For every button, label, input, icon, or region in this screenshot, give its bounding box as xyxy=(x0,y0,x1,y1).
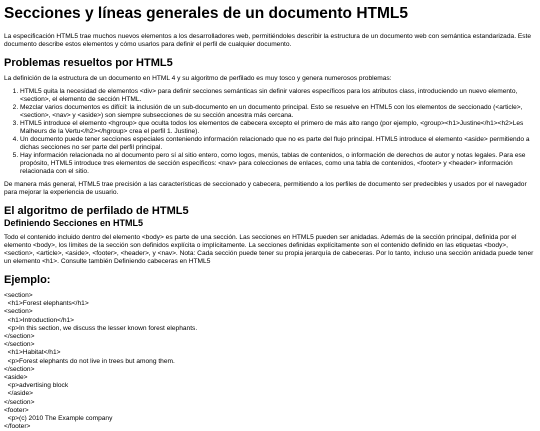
problems-list xyxy=(4,88,536,176)
section-heading-algorithm: El algoritmo de perfilado de HTML5 xyxy=(4,205,189,217)
sections-paragraph: Todo el contenido incluido dentro del elemento <body> es parte de una sección. Las secciones en HTML5 pueden ser anidadas. Además de la sección principal, definida por el elemento <body>, los límites de la sección son definidos explícita o implícitamente. La secciones definidas explícitamente son el contenido definido en las etiquetas <body>, <section>, <article>, <aside>, <footer>, <header>, y <nav>. Nota: Cada sección puede tener su propia jerarquía de cabeceras. Por lo tanto, incluso una sección anidada puede tener un elemento <h1>. Consulte también Definiendo cabeceras en HTML5 xyxy=(4,234,534,265)
section-heading-problems: Problemas resueltos por HTML5 xyxy=(4,57,173,69)
problems-summary-paragraph: De manera más general, HTML5 trae precisión a las características de seccionado y cabecera, permitiendo a los perfiles de documento ser predecibles y usados por el navegador para mejorar la experiencia de usuario. xyxy=(4,181,527,196)
list-item: 4. Un documento puede tener secciones especiales conteniendo información relacionado que no es parte del flujo principal. HTML5 introduce el elemento <aside> permitiendo a dichas secciones no ser parte del perfil principal. xyxy=(20,136,536,152)
list-item: 2. Mezclar varios documentos es difícil: la inclusión de un sub-documento en un documento principal. Esto se resuelve en HTML5 con los elementos de seccionado (<article>, <section>, <nav> y <aside>) son siempre subsecciones de su sección ancestra más cercana. xyxy=(20,104,536,120)
list-item: 5. Hay información relacionada no al documento pero sí al sitio entero, como logos, menús, tablas de contenidos, o información de derechos de autor y notas legales. Para ese propósito, HTML5 introduce tres elementos de sección específicos: <nav> para colecciones de enlaces, como una tabla de contenidos, <footer> y <header> información relacionada con el sitio. xyxy=(20,152,536,176)
list-item: 1. HTML5 quita la necesidad de elementos <div> para definir secciones semánticas sin definir valores específicos para los atributos class, introduciendo un nuevo elemento, <section>, el elemento de sección HTML. xyxy=(20,88,536,104)
intro-paragraph: La especificación HTML5 trae muchos nuevos elementos a los desarrolladores web, permitiéndoles describir la estructura de un documento web con semántica estandarizada. Este documento describe estos elementos y cómo usarlos para definir el perfil de cualquier documento. xyxy=(4,33,532,48)
list-item: 3. HTML5 introduce el elemento <hgroup> que oculta todos los elementos de cabecera excepto el primero de más alto rango (por ejemplo, <group><h1>Justine</h1><h2>Les Malheurs de la Vertu</h2></hgroup> crea el perfil 1. Justine). xyxy=(20,120,536,136)
subheading-defining-sections: Definiendo Secciones en HTML5 xyxy=(4,218,144,228)
page-title: Secciones y líneas generales de un documento HTML5 xyxy=(4,5,408,22)
example-heading: Ejemplo: xyxy=(4,274,51,286)
example-code-block: <section> <h1>Forest elephants</h1> <section> <h1>Introduction</h1> <p>In this section, we discuss the lesser known forest elephants. </section> </section> <h1>Habitat</h1> <p>Forest elephants do not live in trees but among them. </section> <aside> <p>advertising block </aside> </section> <footer> <p>(c) 2010 The Example company </footer> xyxy=(4,292,198,431)
problems-intro-paragraph: La definición de la estructura de un documento en HTML 4 y su algoritmo de perfilado es muy tosco y genera numerosos problemas: xyxy=(4,75,392,82)
